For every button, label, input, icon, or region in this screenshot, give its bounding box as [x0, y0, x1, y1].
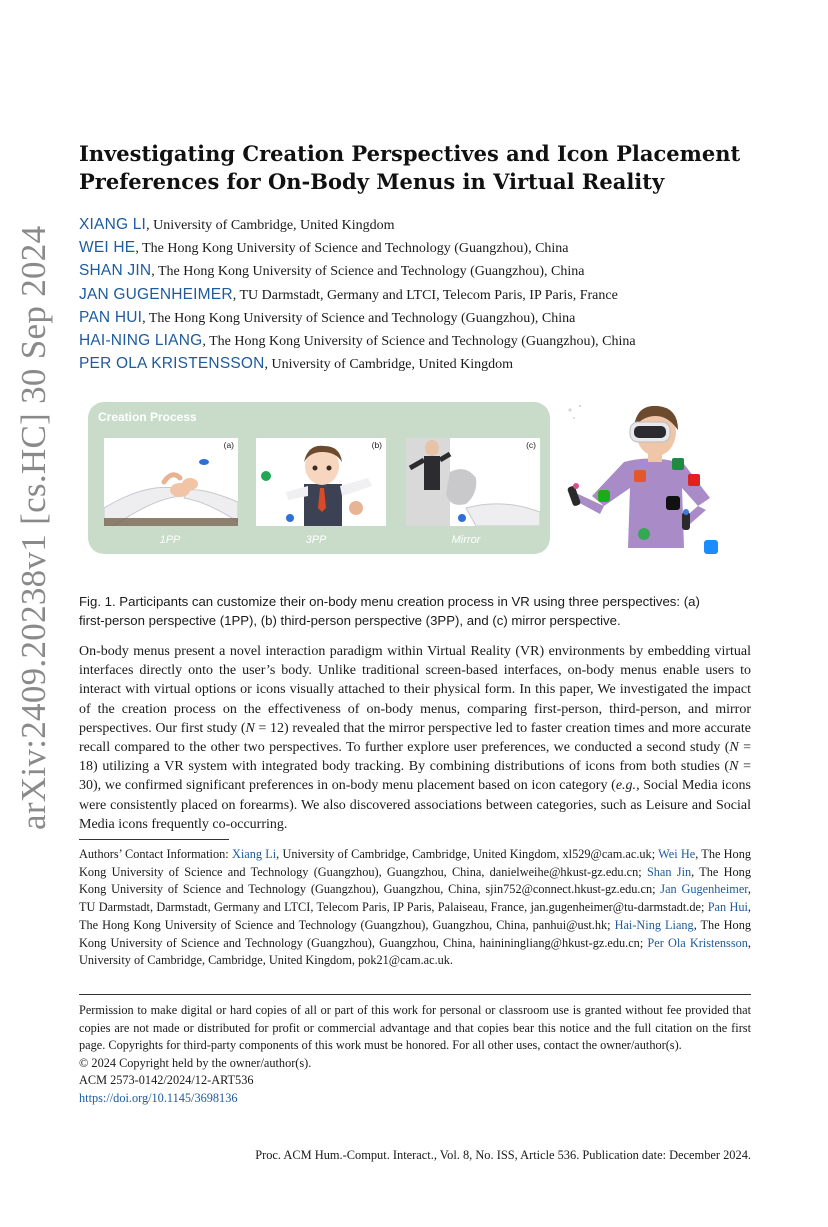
abstract-part: = 18) utilizing a VR system with integrated body tracking. By combining distributions of icons from both studies ( [79, 740, 751, 775]
author-list [79, 214, 779, 376]
contact-text: , The Hong Kong University of Science and Technology (Guangzhou), Guangzhou, China, haininingliang@hkust-gz.edu.cn; [79, 917, 751, 950]
contact-text: , University of Cambridge, Cambridge, United Kingdom, pok21@cam.ac.uk. [79, 935, 751, 968]
sample-size-symbol: N [729, 740, 739, 756]
acm-identifier: ACM 2573-0142/2024/12-ART536 [79, 1073, 254, 1088]
author-affiliation: , University of Cambridge, United Kingdom [264, 357, 514, 373]
author-affiliation: , TU Darmstadt, Germany and LTCI, Telecom Paris, IP Paris, France [232, 287, 618, 303]
author-line [79, 284, 779, 307]
mirror-view-image [406, 438, 540, 526]
author-name[interactable]: XIANG LI [79, 216, 147, 233]
caption-line-1: Fig. 1. Participants can customize their on-body menu creation process in VR using three perspectives: (a) [79, 594, 700, 609]
contact-author-link[interactable]: Pan Hui [707, 900, 748, 915]
creation-process-panel [88, 402, 550, 554]
abstract-part: On-body menus present a novel interaction paradigm within Virtual Reality (VR) environments by embedding virtual interfaces directly onto the user’s body. Unlike traditional screen-based interfaces, on-body menus enable users to interact with virtual options or icons visually attached to their physical form. In this paper, We investigated the impact of the creation process on the effectiveness of on-body menus, comparing first-person, third-person, and mirror perspectives. Our first study ( [79, 644, 751, 736]
doi-link[interactable]: https://doi.org/10.1145/3698136 [79, 1090, 238, 1105]
contact-text: , University of Cambridge, Cambridge, United Kingdom, xl529@cam.ac.uk; [276, 847, 659, 861]
title-line-1: Investigating Creation Perspectives and Icon Placement [79, 141, 741, 166]
paper-title [79, 140, 779, 196]
author-affiliation: , The Hong Kong University of Science and Technology (Guangzhou), China [151, 264, 585, 280]
author-name[interactable]: WEI HE [79, 239, 136, 257]
author-line [79, 330, 779, 353]
subfig-first-person [104, 438, 238, 526]
author-line [79, 353, 779, 376]
abstract-part: = 30), we confirmed significant preferences in on-body menu placement based on icon category ( [79, 759, 751, 794]
eg-abbrev: e.g. [615, 778, 637, 794]
contact-author-link[interactable]: Shan Jin [646, 864, 692, 879]
subfig-mirror [406, 438, 540, 526]
contact-author-link[interactable]: Jan Gugenheimer [660, 882, 748, 897]
sample-size-symbol: N [729, 759, 739, 775]
author-name[interactable]: HAI-NING LIANG [79, 332, 203, 350]
author-name[interactable]: PAN HUI [79, 308, 143, 326]
panel-title: Creation Process [98, 410, 197, 424]
author-affiliation: , The Hong Kong University of Science and Technology (Guangzhou), China [202, 334, 636, 350]
arxiv-stamp: arXiv:2409.20238v1 [cs.HC] 30 Sep 2024 [14, 225, 53, 830]
permission-notice: Permission to make digital or hard copies of all or part of this work for personal or classroom use is granted without fee provided that copies are not made or distributed for profit or commercial advantage and that copies bear this notice and the full citation on the first page. Copyrights for third-party components of this work must be honored. For all other uses, contact the owner/author(s). [79, 1003, 751, 1053]
contact-author-link[interactable]: Per Ola Kristensson [647, 935, 748, 950]
contact-divider [79, 839, 229, 840]
first-person-view-image [104, 438, 238, 526]
subfig-label-b: (b) [371, 440, 382, 450]
author-line [79, 260, 779, 283]
author-affiliation: , The Hong Kong University of Science and Technology (Guangzhou), China [142, 310, 576, 326]
caption-line-2: first-person perspective (1PP), (b) third-person perspective (3PP), and (c) mirror perspective. [79, 613, 621, 628]
contact-label: Authors’ Contact Information: [79, 847, 232, 861]
author-affiliation: , The Hong Kong University of Science and Technology (Guangzhou), China [135, 241, 569, 257]
author-affiliation: , University of Cambridge, United Kingdom [146, 218, 395, 233]
author-contact-info [79, 846, 751, 970]
author-name[interactable]: JAN GUGENHEIMER [79, 285, 233, 303]
contact-author-link[interactable]: Wei He [658, 847, 696, 861]
author-name[interactable]: PER OLA KRISTENSSON [79, 355, 265, 373]
subfig-caption-3pp: 3PP [305, 534, 327, 546]
figure-caption [79, 592, 751, 630]
abstract-part: , Social Media icons were consistently placed on forearms). We also discovered associations between categories, such as Leisure and Social Media icons frequently co-occurring. [79, 778, 751, 832]
sample-size-symbol: N [245, 720, 255, 736]
subfig-caption-mirror: Mirror [451, 534, 481, 546]
title-line-2: Preferences for On-Body Menus in Virtual Reality [79, 169, 665, 194]
contact-text: , The Hong Kong University of Science and Technology (Guangzhou), Guangzhou, China, sjin752@connect.hkust-gz.edu.cn; [79, 864, 751, 897]
subfig-label-a: (a) [223, 440, 234, 450]
page-footer: Proc. ACM Hum.-Comput. Interact., Vol. 8, No. ISS, Article 536. Publication date: December 2024. [255, 1148, 751, 1162]
subfig-label-c: (c) [526, 440, 536, 450]
third-person-view-image [256, 438, 386, 526]
author-line [79, 237, 779, 260]
vr-user-illustration [564, 402, 748, 562]
subfig-third-person [256, 438, 386, 526]
author-line [79, 214, 779, 237]
contact-author-link[interactable]: Xiang Li [231, 847, 277, 861]
contact-author-link[interactable]: Hai-Ning Liang [614, 917, 694, 932]
contact-text: , TU Darmstadt, Darmstadt, Germany and LTCI, Telecom Paris, IP Paris, Palaiseau, France, jan.gugenheimer@tu-darmstadt.de; [79, 882, 751, 915]
copyright-line: © 2024 Copyright held by the owner/author(s). [79, 1055, 312, 1070]
figure-1 [88, 402, 748, 562]
contact-text: , The Hong Kong University of Science and Technology (Guangzhou), Guangzhou, China, panhui@ust.hk; [79, 900, 751, 932]
permissions-divider [79, 994, 751, 995]
author-line [79, 307, 779, 330]
author-name[interactable]: SHAN JIN [79, 262, 152, 280]
subfig-caption-1pp: 1PP [159, 534, 181, 546]
abstract-part: = 12) revealed that the mirror perspective led to faster creation times and more accurate recall compared to the other two perspectives. To further explore user preferences, we conducted a second study ( [79, 720, 751, 756]
permissions-block [79, 1002, 751, 1108]
abstract [79, 642, 751, 834]
contact-text: , The Hong Kong University of Science and Technology (Guangzhou), Guangzhou, China, danielweihe@hkust-gz.edu.cn; [79, 847, 751, 879]
